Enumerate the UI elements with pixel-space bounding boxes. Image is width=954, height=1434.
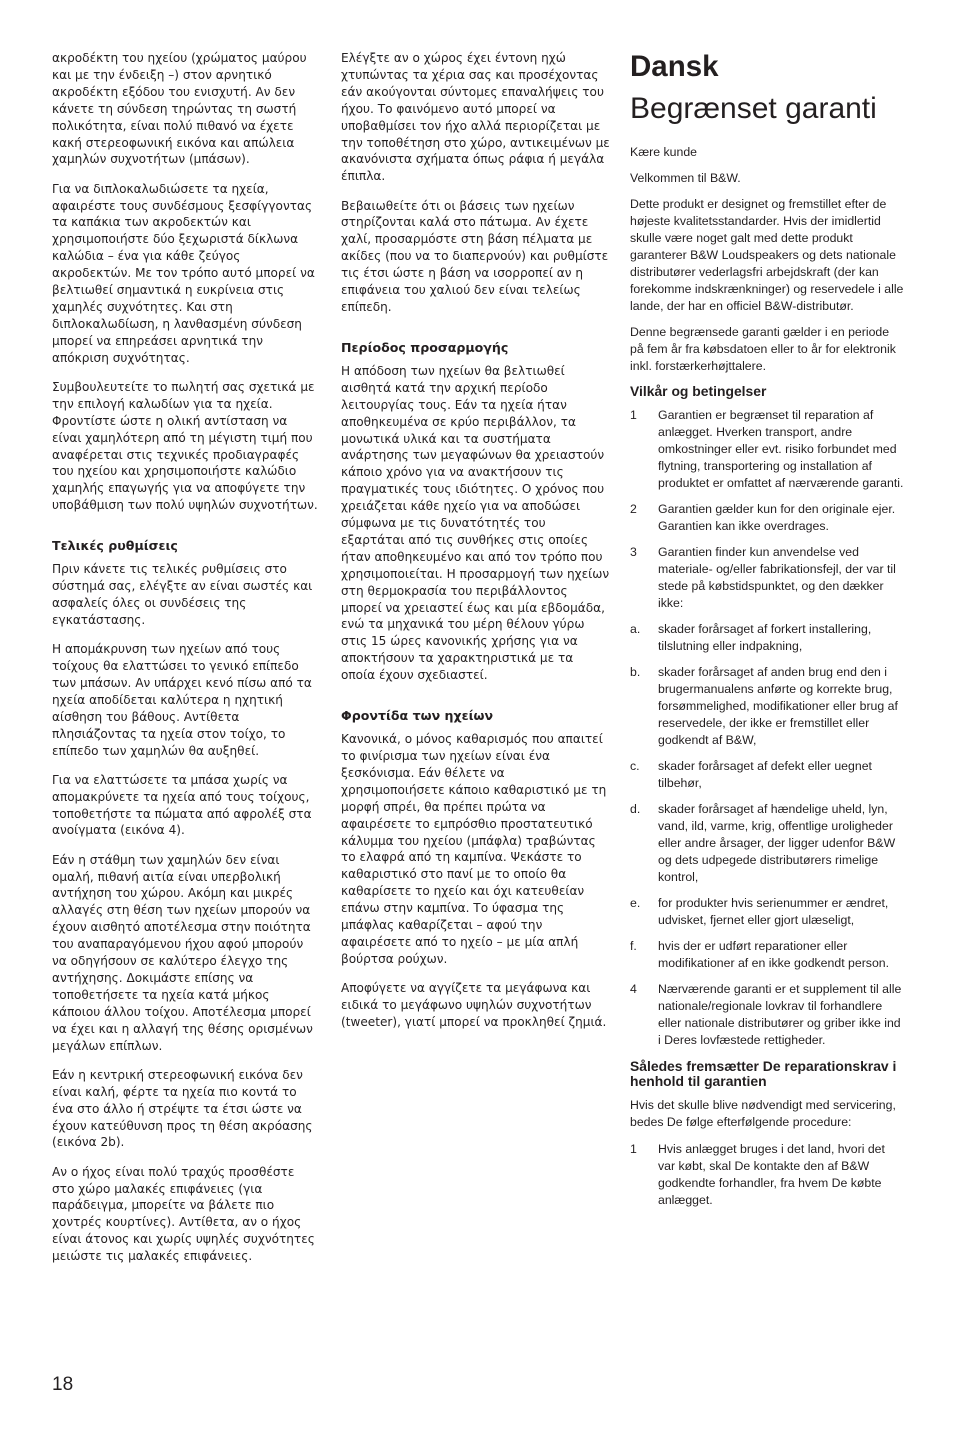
list-item-text: Garantien er begrænset til reparation af anlægget. Hverken transport, andre omkostninger eller evt. risiko forbundet med flytning, transportering og installation af produktet er omfattet af nærværende garanti. (658, 407, 904, 490)
terms-list-item (630, 938, 905, 972)
paragraph: Κανονικά, ο μόνος καθαρισμός που απαιτεί το φινίρισμα των ηχείων είναι ένα ξεσκόνισμα. Εάν θέλετε να χρησιμοποιήσετε κάποιο καθαριστικό με τη μορφή σπρέι, θα πρέπει πρώτα να αφαιρέσετε το εμπρόσθιο προστατευτικό κάλυμμα του ηχείου (μπάφλα) τραβώντας το ελαφρά από τη καμπίνα. Ψεκάστε το καθαριστικό στο πανί με το οποίο θα καθαρίσετε το ηχείο και όχι κατευθείαν επάνω στην καμπίνα. Το ύφασμα της μπάφλας καθαρίζεται – αφού την αφαιρέσετε από το ηχείο – με μία απλή βούρτσα ρούχων. (341, 732, 607, 966)
list-item-text: skader forårsaget af defekt eller uegnet tilbehør, (658, 758, 872, 790)
page-number: 18 (52, 1374, 74, 1395)
list-item-text: Hvis anlægget bruges i det land, hvori det var købt, skal De kontakte den af B&W godkendte forhandler, fra hvem De købte anlægget. (658, 1141, 885, 1207)
danish-column (630, 50, 905, 1218)
section-heading-final-settings: Τελικές ρυθμίσεις (52, 538, 178, 554)
paragraph: Η απόδοση των ηχείων θα βελτιωθεί αισθητά κατά την αρχική περίοδο λειτουργίας τους. Εάν τα ηχεία ήταν αποθηκευμένα σε κρύο περιβάλλον, τα μονωτικά υλικά και τα συστήματα ανάρτησης των μεγαφώνων θα χρειαστούν κάποιο χρόνο για να ανακτήσουν τις πραγματικές τους ιδιότητες. Ο χρόνος που χρειάζεται κάθε ηχείο για να αποδώσει σύμφωνα με τις δυνατότητές του εξαρτάται από τις συνθήκες στις οποίες ήταν αποθηκευμένο και από τον τρόπο που χρησιμοποιείται. Η προσαρμογή των ηχείων στη θερμοκρασία του περιβάλλοντος μπορεί να χρειαστεί έως και μία εβδομάδα, ενώ τα μηχανικά του μέρη θέλουν γύρω στις 15 ώρες κανονικής χρήσης για να αποκτήσουν τα χαρακτηριστικά με τα οποία έχουν σχεδιαστεί. (341, 363, 610, 683)
terms-list-item (630, 621, 905, 655)
list-marker: 3 (630, 544, 637, 559)
welcome-text: Velkommen til B&W. (630, 171, 741, 185)
list-marker: 4 (630, 981, 637, 996)
paragraph: Αποφύγετε να αγγίζετε τα μεγάφωνα και ειδικά το μεγάφωνο υψηλών συχνοτήτων (tweeter), γιατί μπορεί να προκληθεί ζημιά. (341, 981, 607, 1029)
list-item-text: skader forårsaget af forkert installering, tilslutning eller indpakning, (658, 621, 872, 653)
terms-list-item (630, 664, 905, 749)
paragraph: Βεβαιωθείτε ότι οι βάσεις των ηχείων στηρίζονται καλά στο πάτωμα. Αν έχετε χαλί, προσαρμόστε στη βάση πέλματα με ακίδες (που να το διαπερνούν) και ρυθμίστε τις έτσι ώστε η βάση να ισορροπεί αν η επιφάνεια του χαλιού δεν είναι τελείως επίπεδη. (341, 198, 609, 314)
terms-list-item (630, 758, 905, 792)
list-marker: f. (630, 938, 637, 953)
terms-list-item (630, 407, 905, 492)
greek-column-2 (341, 50, 611, 1043)
paragraph: Για να ελαττώσετε τα μπάσα χωρίς να απομακρύνετε τα ηχεία από τους τοίχους, τοποθετήστε τα πώματα από αφρολέξ στα ανοίγματα (εικόνα 4). (52, 772, 312, 838)
repair-steps-list (630, 1141, 905, 1209)
list-marker: a. (630, 621, 641, 636)
paragraph: ακροδέκτη του ηχείου (χρώματος μαύρου και με την ένδειξη –) στον αρνητικό ακροδέκτη εξόδου του ενισχυτή. Αν δεν κάνετε τη σύνδεση τηρώντας τη σωστή πολικότητα, είναι πολύ πιθανό να έχετε κακή στερεοφωνική εικόνα και απώλεια χαμηλών συχνοτήτων (μπάσων). (52, 51, 307, 167)
list-marker: 1 (630, 1141, 637, 1156)
greeting: Kære kunde (630, 145, 697, 159)
language-heading: Dansk (630, 50, 719, 83)
terms-list-item (630, 801, 905, 886)
section-heading-break-in: Περίοδος προσαρμογής (341, 339, 509, 355)
paragraph: Η απομάκρυνση των ηχείων από τους τοίχους θα ελαττώσει το γενικό επίπεδο των μπάσων. Αν υπάρχει κενό πίσω από τα ηχεία αποδίδεται καλύτερα η ηχητική αίσθηση του βάθους. Αντίθετα πλησιάζοντας τα ηχεία στον τοίχο, το επίπεδο των χαμηλών θα αυξηθεί. (52, 642, 312, 758)
warranty-period-paragraph: Denne begrænsede garanti gælder i en periode på fem år fra købsdatoen eller to år for elektronik inkl. forstærkerhøjttalere. (630, 325, 896, 373)
page-title: Begrænset garanti (630, 92, 877, 125)
terms-heading: Vilkår og betingelser (630, 383, 767, 399)
terms-list-item (630, 544, 905, 612)
list-item-text: hvis der er udført reparationer eller modifikationer af en ikke godkendt person. (658, 938, 890, 970)
list-item-text: Garantien finder kun anvendelse ved materiale- og/eller fabrikationsfejl, der var til stede på købstidspunktet, og den dækker ikke: (658, 544, 896, 610)
paragraph: Ελέγξτε αν ο χώρος έχει έντονη ηχώ χτυπώντας τα χέρια σας και προσέχοντας εάν ακούγονται σύντομες επαναλήψεις του ήχου. Το φαινόμενο αυτό μπορεί να υποβαθμίσει τον ήχο αλλά περιορίζεται με την τοποθέτηση στο χώρο, αντικειμένων με ακανόνιστα σχήματα όπως ράφια ή μεγάλα έπιπλα. (341, 51, 610, 184)
paragraph: Για να διπλοκαλωδιώσετε τα ηχεία, αφαιρέστε τους συνδέσμους ξεσφίγγοντας τα καπάκια των ακροδεκτών και χρησιμοποιήστε δύο ξεχωριστά δίκλωνα καλώδια – ένα για κάθε ζεύγος ακροδεκτών. Με τον τρόπο αυτό μπορεί να βελτιωθεί σημαντικά η ευκρίνεια στις χαμηλές συχνότητες. Και στη διπλοκαλωδίωση, η λανθασμένη σύνδεση μπορεί να επηρεάσει αρνητικά την απόκριση συχνότητας. (52, 181, 315, 365)
list-item-text: Garantien gælder kun for den originale ejer. Garantien kan ikke overdrages. (658, 501, 896, 533)
intro-paragraph: Dette produkt er designet og fremstillet efter de højeste kvalitetsstandarder. Hvis der imidlertid skulle være noget galt med dette produkt garanterer B&W Loudspeakers og dets nationale distributører vederlagsfri arbejdskraft (der kan forekomme indskrænkninger) og reservedele i alle lande, der har en officiel B&W-distributør. (630, 197, 904, 313)
paragraph: Αν ο ήχος είναι πολύ τραχύς προσθέστε στο χώρο μαλακές επιφάνειες (για παράδειγμα, μπορείτε να βάλετε πιο χοντρές κουρτίνες). Αντίθετα, αν ο ήχος είναι άτονος και χωρίς υψηλές συχνότητες μειώστε τις μαλακές επιφάνειες. (52, 1164, 315, 1264)
repair-intro: Hvis det skulle blive nødvendigt med servicering, bedes De følge efterfølgende procedure: (630, 1097, 896, 1129)
list-marker: 1 (630, 407, 637, 422)
list-item-text: for produkter hvis serienummer er ændret, udvisket, fjernet eller gjort ulæseligt, (658, 895, 889, 927)
list-marker: e. (630, 895, 641, 910)
repair-step-item (630, 1141, 905, 1209)
terms-list-item (630, 895, 905, 929)
repair-heading: Således fremsætter De reparationskrav i henhold til garantien (630, 1057, 897, 1089)
paragraph: Εάν η στάθμη των χαμηλών δεν είναι ομαλή, πιθανή αιτία είναι υπερβολική αντήχηση του χώρου. Ακόμη και μικρές αλλαγές στη θέση των ηχείων μπορούν να έχουν αισθητό αποτέλεσμα στην ποιότητα του αναπαραγόμενου ήχου αφού μπορούν να οδηγήσουν σε καλύτερο έλεγχο της αντήχησης. Δοκιμάστε επίσης να τοποθετήσετε τα ηχεία κατά μήκος κάποιου άλλου τοίχου. Αποτέλεσμα μπορεί να έχει και η αλλαγή της θέσης ορισμένων μεγάλων επίπλων. (52, 852, 313, 1053)
list-marker: c. (630, 758, 640, 773)
section-heading-care: Φροντίδα των ηχείων (341, 708, 494, 724)
list-marker: d. (630, 801, 641, 816)
terms-list-item (630, 501, 905, 535)
terms-list-item (630, 981, 905, 1049)
list-item-text: skader forårsaget af hændelige uheld, lyn, vand, ild, varme, krig, offentlige uroligheder eller andre årsager, der ligger udenfor B&W og dets udpegede distributørers rimelige kontrol, (658, 801, 896, 884)
greek-column-1 (52, 50, 318, 1277)
terms-list (630, 407, 905, 1049)
list-marker: b. (630, 664, 641, 679)
paragraph: Συμβουλευτείτε το πωλητή σας σχετικά με την επιλογή καλωδίων για τα ηχεία. Φροντίστε ώστε η ολική αντίσταση να είναι χαμηλότερη από τη μέγιστη τιμή που αναφέρεται στις τεχνικές προδιαγραφές του ηχείου και χρησιμοποιήστε καλώδιο χαμηλής επαγωγής για να αποφύγετε την υποβάθμιση των πολύ υψηλών συχνοτήτων. (52, 379, 318, 513)
paragraph: Εάν η κεντρική στερεοφωνική εικόνα δεν είναι καλή, φέρτε τα ηχεία πιο κοντά το ένα στο άλλο ή στρέψτε τα έτσι ώστε να έχουν κατεύθυνση προς τη θέση ακρόασης (εικόνα 2b). (52, 1067, 313, 1150)
list-item-text: skader forårsaget af anden brug end den i brugermanualens anførte og korrekte brug, forsømmelighed, modifikationer eller brug af reservedele, der ikke er fremstillet eller godkendt af B&W, (658, 664, 898, 747)
paragraph: Πριν κάνετε τις τελικές ρυθμίσεις στο σύστημά σας, ελέγξτε αν είναι σωστές και ασφαλείς όλες οι συνδέσεις της εγκατάστασης. (52, 562, 313, 627)
list-marker: 2 (630, 501, 637, 516)
list-item-text: Nærværende garanti er et supplement til alle nationale/regionale lovkrav til forhandlere eller nationale distributører og griber ikke ind i Deres lovfæstede rettigheder. (658, 981, 902, 1047)
